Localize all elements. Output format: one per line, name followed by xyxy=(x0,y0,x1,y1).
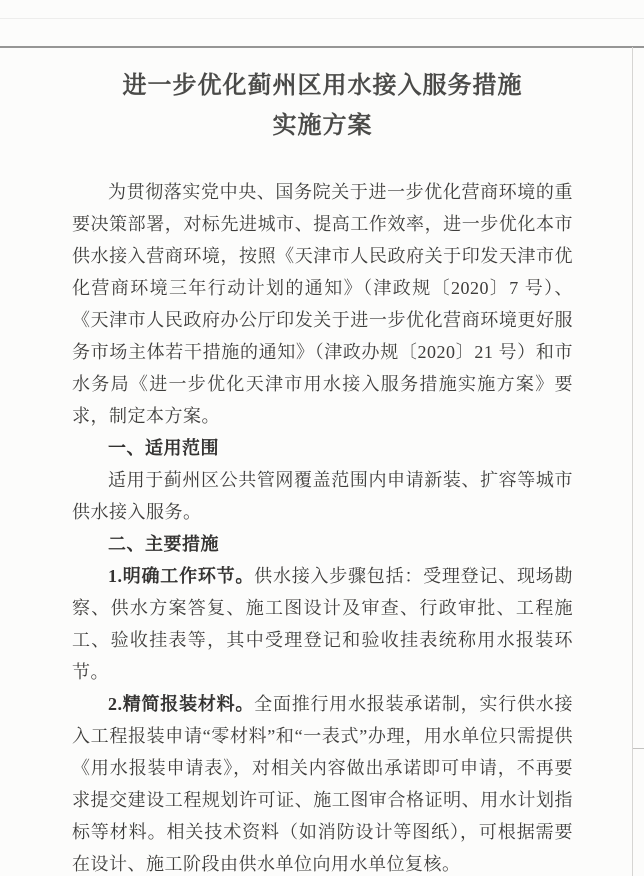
scan-artifact-dark-rule xyxy=(0,46,644,48)
measure-2-text: 全面推行用水报装承诺制，实行供水接入工程报装申请“零材料”和“一表式”办理，用水单位只需提供《用水报装申请表》，对相关内容做出承诺即可申请，不再要求提交建设工程规划许可证、施工图审合格证明、用水计划指标等材料。相关技术资料（如消防设计等图纸），可根据需要在设计、施工阶段由供水单位向用水单位复核。 xyxy=(72,694,574,874)
paragraph-scope: 适用于蓟州区公共管网覆盖范围内申请新装、扩容等城市供水接入服务。 xyxy=(72,470,573,522)
document-title-line1: 进一步优化蓟州区用水接入服务措施 xyxy=(122,72,523,99)
section-heading-scope: 一、适用范围 xyxy=(108,438,219,458)
paragraph-intro: 为贯彻落实党中央、国务院关于进一步优化营商环境的重要决策部署，对标先进城市、提高工作效率，进一步优化本市供水接入营商环境，按照《天津市人民政府关于印发天津市优化营商环境三年行动计划的通知》（津政规〔2020〕7 号）、《天津市人民政府办公厅印发关于进一步优化营商环境更好服务市场主体若干措施的通知》（津政办规〔2020〕21 号）和市水务局《进一步优化天津市用水接入服务措施实施方案》要求，制定本方案。 xyxy=(72,182,573,426)
paragraph-measure-1 xyxy=(72,560,573,688)
document-content xyxy=(72,66,573,876)
scan-artifact-page-edge-line xyxy=(632,47,633,876)
document-title-line2: 实施方案 xyxy=(272,112,373,139)
measure-2-lead: 2.精简报装材料。 xyxy=(108,694,255,714)
paragraph-measure-2 xyxy=(72,688,573,876)
document-title xyxy=(72,66,573,146)
scan-artifact-faint-rule xyxy=(0,18,644,19)
measure-1-text: 供水接入步骤包括：受理登记、现场勘察、供水方案答复、施工图设计及审查、行政审批、工程施工、验收挂表等，其中受理登记和验收挂表统称用水报装环节。 xyxy=(72,566,574,682)
section-heading-measures: 二、主要措施 xyxy=(108,534,219,554)
scan-artifact-edge-tick xyxy=(633,748,644,749)
measure-1-lead: 1.明确工作环节。 xyxy=(108,566,255,586)
